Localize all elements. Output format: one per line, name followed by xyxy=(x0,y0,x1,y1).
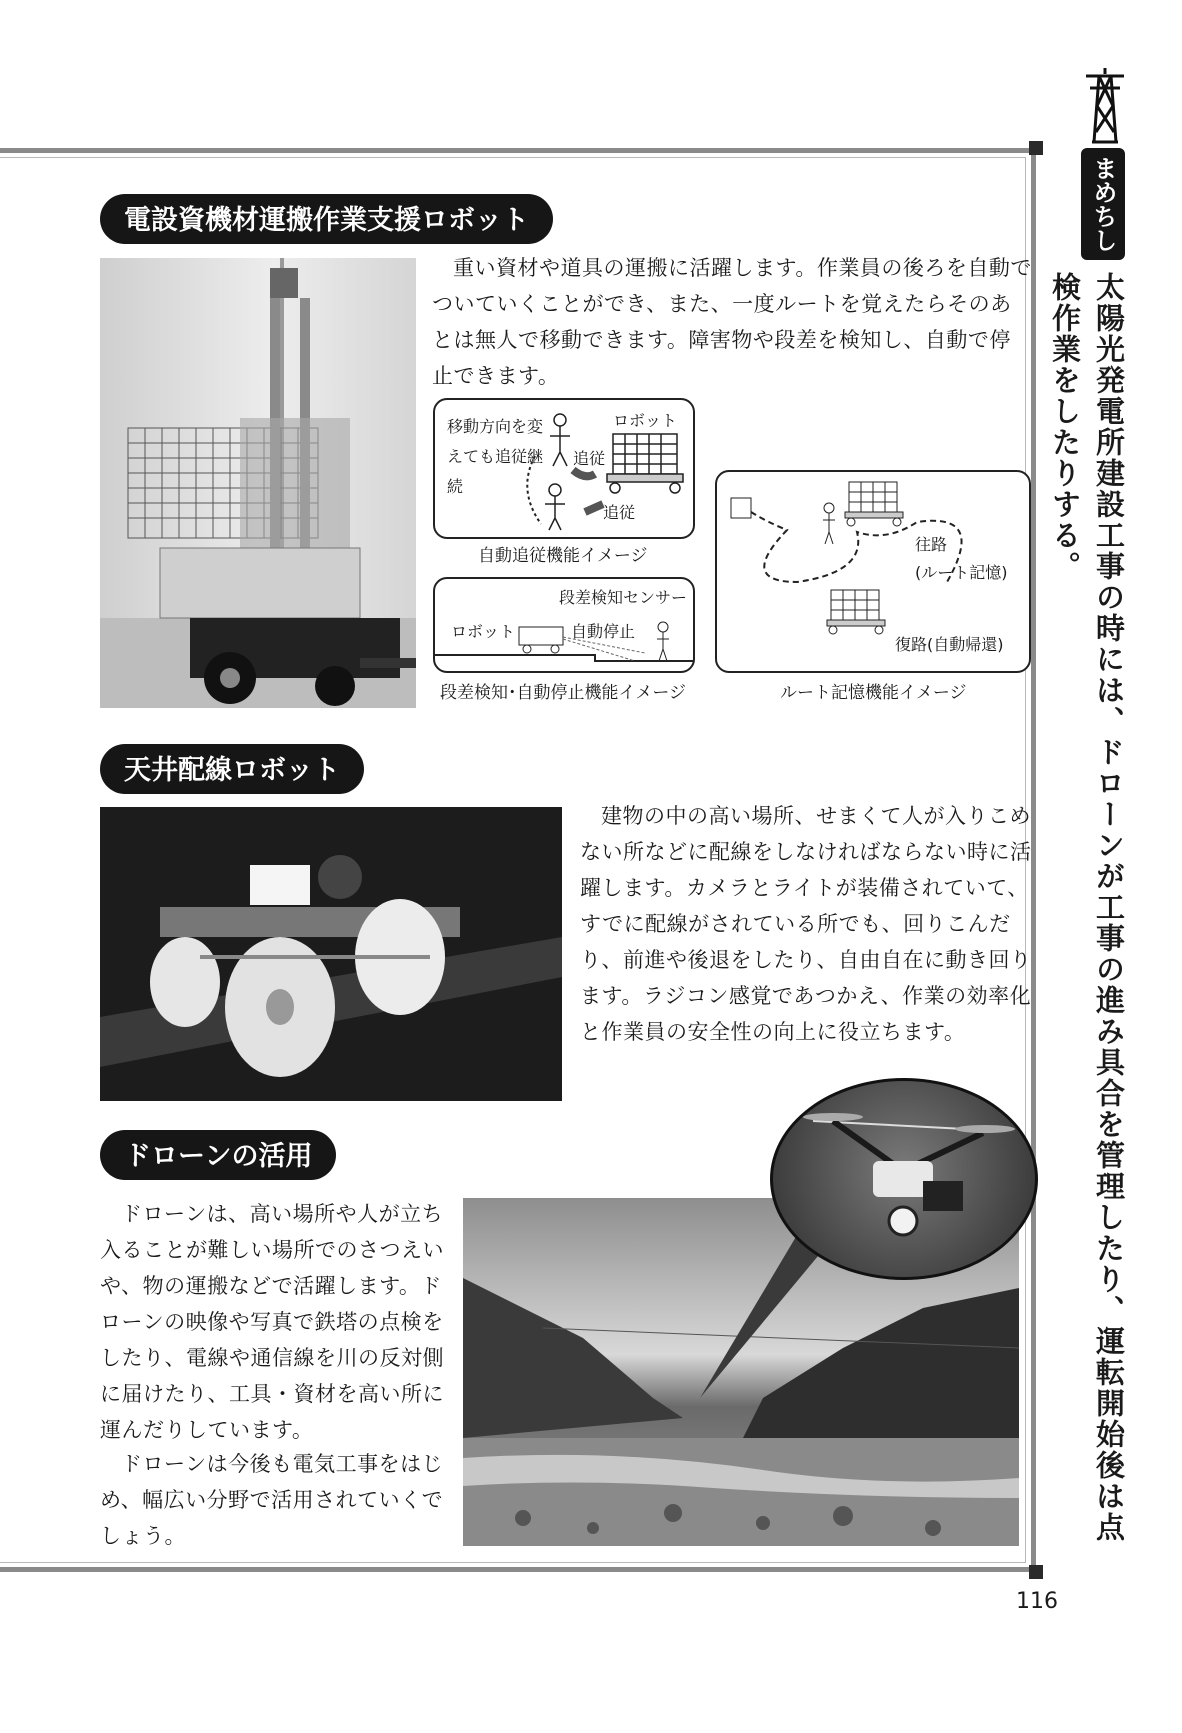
ceiling-robot-photo xyxy=(100,807,562,1101)
section-title-transport-robot: でんせつ し きざいうんぱん さぎょう しえん 電設資機材運搬作業支援ロボット xyxy=(100,194,553,244)
step-illustration xyxy=(435,579,693,671)
follow-illustration xyxy=(435,400,693,537)
diagram-label-return: 復路(自動帰還) xyxy=(895,635,1004,654)
route-illustration xyxy=(717,472,1029,671)
section2-body: 建物の中の高い場所、せまくて人が入りこめない所などに配線をしなければならない時に活躍します。カメラとライトが装備されていて、すでに配線がされている所でも、回りこんだり、前進や後退をしたり、自由自在に動き回ります。ラジコン感覚であつかえ、作業の効率化と作業員の安全性の向上に役立ちます。 xyxy=(580,804,1032,1044)
frame-corner xyxy=(1029,1565,1043,1579)
diagram-label-robot: ロボット xyxy=(613,411,678,430)
diagram-auto-follow xyxy=(433,398,695,539)
section1-body: 重い資材や道具の運搬に活躍します。作業員の後ろを自動でついていくことができ、また、一度ルートを覚えたらそのあとは無人で移動できます。障害物や段差を検知し、自動で停止できます。 xyxy=(432,256,1032,388)
frame-corner xyxy=(1029,141,1043,155)
sidebar-text: 太陽光発電所建設工事の時には、ドローンが工事の進み具合を管理したり、運転開始後は点検作業をしたりする。 xyxy=(1048,272,1126,1543)
transport-robot-photo xyxy=(100,258,416,708)
page-number: 116 xyxy=(1016,1589,1058,1614)
diagram-label-auto-stop: 自動停止 xyxy=(571,622,636,641)
diagram-label-outbound: 往路 xyxy=(915,535,948,554)
diagram-label-follow: 追従 xyxy=(573,449,606,468)
caption-step-detection: 段差検知･自動停止機能イメージ xyxy=(440,683,686,703)
diagram-label-route-memory: (ルート記憶) xyxy=(915,563,1008,582)
diagram-label-robot: ロボット xyxy=(451,622,516,641)
diagram-label-follow: 追従 xyxy=(603,503,636,522)
sidebar-tab: まめちしき xyxy=(1081,148,1125,260)
section3-body-2: ドローンは今後も電気工事をはじめ、幅広い分野で活用されていくでしょう。 xyxy=(100,1452,444,1548)
section3-body-1: ドローンは、高い場所や人が立ち入ることが難しい場所でのさつえいや、物の運搬などで活躍します。ドローンの映像や写真で鉄塔の点検をしたり、電線や通信線を川の反対側に届けたり、工具・資材を高い所に運んだりしています。 xyxy=(100,1202,444,1442)
diagram-step-detection xyxy=(433,577,695,673)
section-title-ceiling-robot: てんじょうはいせん 天井配線ロボット xyxy=(100,744,364,794)
section-title-drone: かつよう ドローンの活用 xyxy=(100,1130,336,1180)
drone-closeup-photo xyxy=(770,1078,1038,1280)
diagram-label-keep-following: 移動方向を変えても追従継続 xyxy=(447,417,544,496)
diagram-route-memory xyxy=(715,470,1031,673)
pylon-icon xyxy=(1082,66,1128,144)
caption-route-memory: ルート記憶機能イメージ xyxy=(780,683,967,703)
caption-auto-follow: 自動追従機能イメージ xyxy=(478,546,648,566)
diagram-label-sensor: 段差検知センサー xyxy=(559,588,688,607)
